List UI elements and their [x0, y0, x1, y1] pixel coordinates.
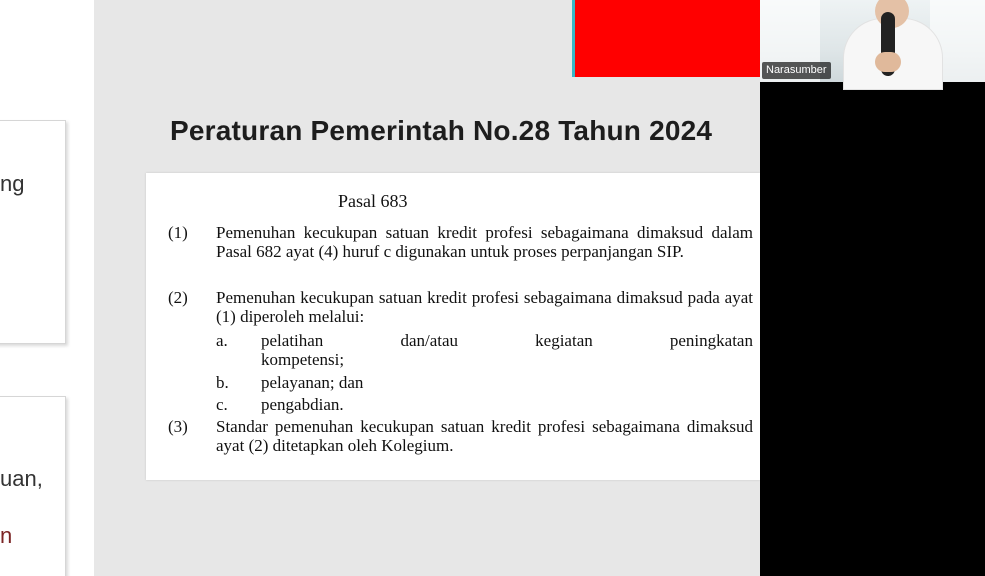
list-item-a	[216, 331, 753, 369]
paragraph-number: (3)	[168, 417, 188, 436]
red-accent-block	[572, 0, 760, 77]
side-text-fragment: uan,	[0, 466, 43, 491]
list-text: pelayanan; dan	[261, 373, 364, 392]
paragraph-text: Standar pemenuhan kecukupan satuan kredit profesi sebagaimana dimaksud ayat (2) ditetapkan oleh Kolegium.	[216, 417, 753, 455]
paragraph-number: (1)	[168, 223, 188, 242]
regulation-document	[146, 173, 760, 480]
article-heading: Pasal 683	[338, 191, 408, 211]
list-word: kegiatan	[535, 331, 593, 350]
list-item-b	[216, 373, 753, 392]
paragraph-number: (2)	[168, 288, 188, 307]
list-continuation: kompetensi;	[261, 350, 345, 369]
slide-title: Peraturan Pemerintah No.28 Tahun 2024	[170, 115, 713, 146]
list-letter: a.	[216, 331, 228, 350]
list-item-c	[216, 395, 753, 414]
paragraph-3	[168, 417, 753, 455]
list-word: dan/atau	[400, 331, 459, 350]
paragraph-text: Pemenuhan kecukupan satuan kredit profesi sebagaimana dimaksud dalam Pasal 682 ayat (4) huruf c digunakan untuk proses perpanjangan SIP.	[216, 223, 753, 261]
side-card-top	[0, 120, 66, 344]
participant-name-tag: Narasumber	[762, 62, 831, 79]
paragraph-1	[168, 223, 753, 261]
paragraph-text: Pemenuhan kecukupan satuan kredit profesi sebagaimana dimaksud pada ayat (1) diperoleh melalui:	[216, 288, 753, 326]
side-text-fragment: ng	[0, 171, 25, 196]
paragraph-2	[168, 288, 753, 326]
list-letter: b.	[216, 373, 229, 392]
list-word: peningkatan	[669, 331, 753, 350]
side-text-fragment: n	[0, 523, 13, 548]
list-letter: c.	[216, 395, 228, 414]
list-word: pelatihan	[261, 331, 324, 350]
list-text: pengabdian.	[261, 395, 344, 414]
participant-hand	[875, 52, 901, 72]
